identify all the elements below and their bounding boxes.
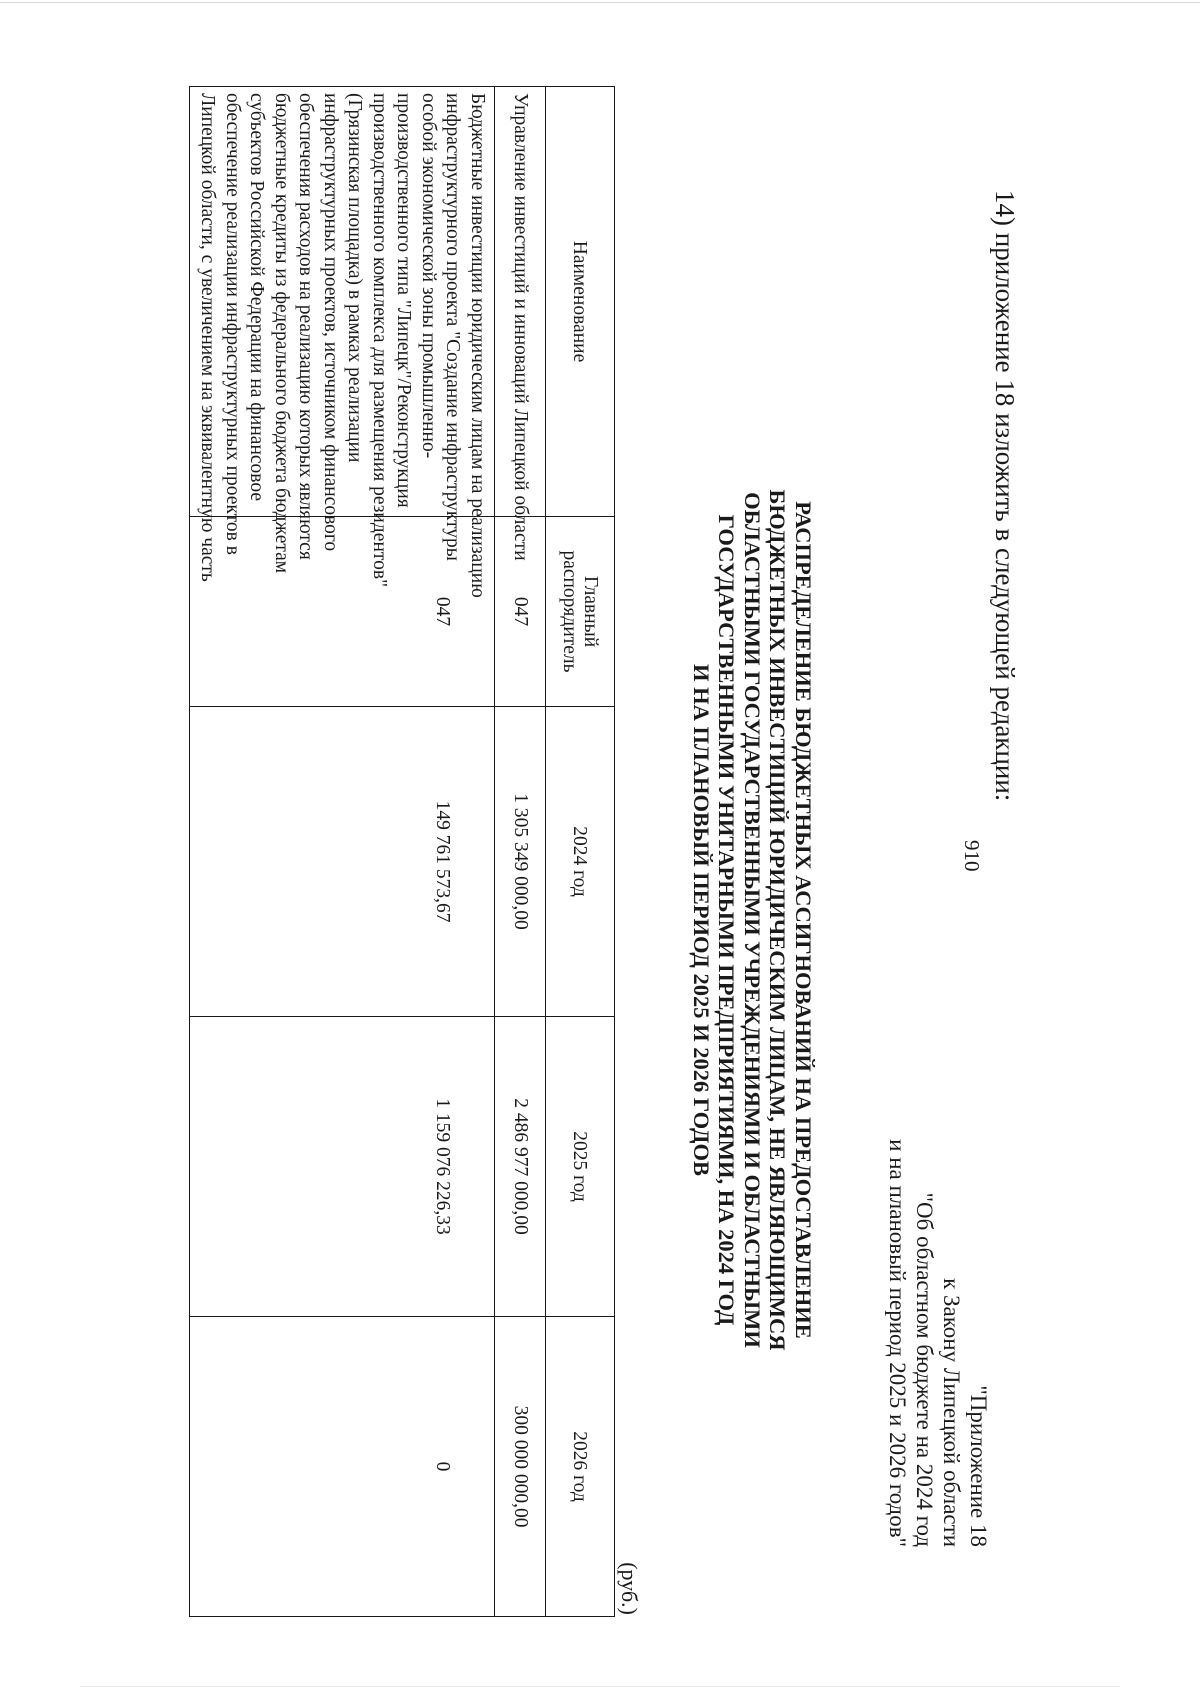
title-line: И НА ПЛАНОВЫЙ ПЕРИОД 2025 И 2026 ГОДОВ xyxy=(689,664,714,1176)
cell-2026: 0 xyxy=(190,1317,495,1617)
cell-name-line: обеспечение реализации инфраструктурных проектов в xyxy=(222,93,243,555)
table-row xyxy=(190,87,495,1617)
cell-2024: 1 305 349 000,00 xyxy=(495,707,546,1017)
cell-2025: 1 159 076 226,33 xyxy=(190,1017,495,1317)
table-row xyxy=(495,87,546,1617)
intro-text: 14) приложение 18 изложить в следующей редакции: xyxy=(990,190,1020,802)
cell-2026: 300 000 000,00 xyxy=(495,1317,546,1617)
cell-name-line: особой экономической зоны промышленно- xyxy=(418,93,439,459)
header-name: Наименование xyxy=(546,87,615,517)
cell-name-line: Бюджетные инвестиции юридическим лицам на реализацию xyxy=(467,93,488,598)
cell-name-line: обеспечения расходов на реализацию которых являются xyxy=(295,93,317,560)
cell-name xyxy=(190,87,495,598)
appendix-caption-line: к Закону Липецкой области xyxy=(939,1278,964,1547)
cell-name-line: производственного комплекса для размещения резидентов" xyxy=(369,93,390,588)
document-title xyxy=(689,330,817,1510)
cell-2025: 2 486 977 000,00 xyxy=(495,1017,546,1317)
title-line: РАСПРЕДЕЛЕНИЕ БЮДЖЕТНЫХ АССИГНОВАНИЙ НА ПРЕДОСТАВЛЕНИЕ xyxy=(791,501,816,1339)
budget-table xyxy=(189,86,615,1617)
appendix-caption-line: "Об областном бюджете на 2024 год xyxy=(912,1192,937,1547)
cell-name-line: субъектов Российской Федерации на финансовое xyxy=(246,93,268,502)
appendix-caption xyxy=(884,907,992,1547)
cell-name-line: бюджетные кредиты из федерального бюджета бюджетам xyxy=(271,93,292,574)
header-2024: 2024 год xyxy=(546,707,615,1017)
cell-admin: 047 xyxy=(190,517,495,707)
cell-name-line: инфраструктурного проекта "Создание инфраструктуры xyxy=(442,93,464,561)
appendix-caption-line: и на плановый период 2025 и 2026 годов" xyxy=(885,1139,910,1547)
header-admin-line: распорядитель xyxy=(559,550,580,673)
header-admin-line: Главный xyxy=(580,575,601,648)
title-line: ГОСУДАРСТВЕННЫМИ УНИТАРНЫМИ ПРЕДПРИЯТИЯМИ, НА 2024 ГОД xyxy=(714,514,740,1326)
page-number: 910 xyxy=(960,840,984,872)
currency-unit: (руб.) xyxy=(617,1562,642,1615)
cell-2024: 149 761 573,67 xyxy=(190,707,495,1017)
cell-admin: 047 xyxy=(495,517,546,707)
title-line: БЮДЖЕТНЫХ ИНВЕСТИЦИЙ ЮРИДИЧЕСКИМ ЛИЦАМ, НЕ ЯВЛЯЮЩИМСЯ xyxy=(765,489,791,1351)
cell-name-line: Управление инвестиций и инноваций Липецкой области xyxy=(510,93,532,561)
cell-name-line: инфраструктурных проектов, источником финансового xyxy=(320,93,341,552)
cell-name-line: Липецкой области, с увеличением на эквивалентную часть xyxy=(197,93,219,582)
header-2025: 2025 год xyxy=(546,1017,615,1317)
title-line: ОБЛАСТНЫМИ ГОСУДАРСТВЕННЫМИ УЧРЕЖДЕНИЯМИ И ОБЛАСТНЫМИ xyxy=(740,492,765,1348)
cell-name-line: производственного типа "Липецк"/Реконструкция xyxy=(393,93,415,508)
appendix-caption-line: "Приложение 18 xyxy=(966,1385,991,1547)
cell-name-line: (Грязинская площадка) в рамках реализации xyxy=(344,93,366,463)
table-header-row xyxy=(546,87,615,1617)
header-2026: 2026 год xyxy=(546,1317,615,1617)
cell-name xyxy=(495,87,546,561)
header-admin xyxy=(546,517,615,707)
